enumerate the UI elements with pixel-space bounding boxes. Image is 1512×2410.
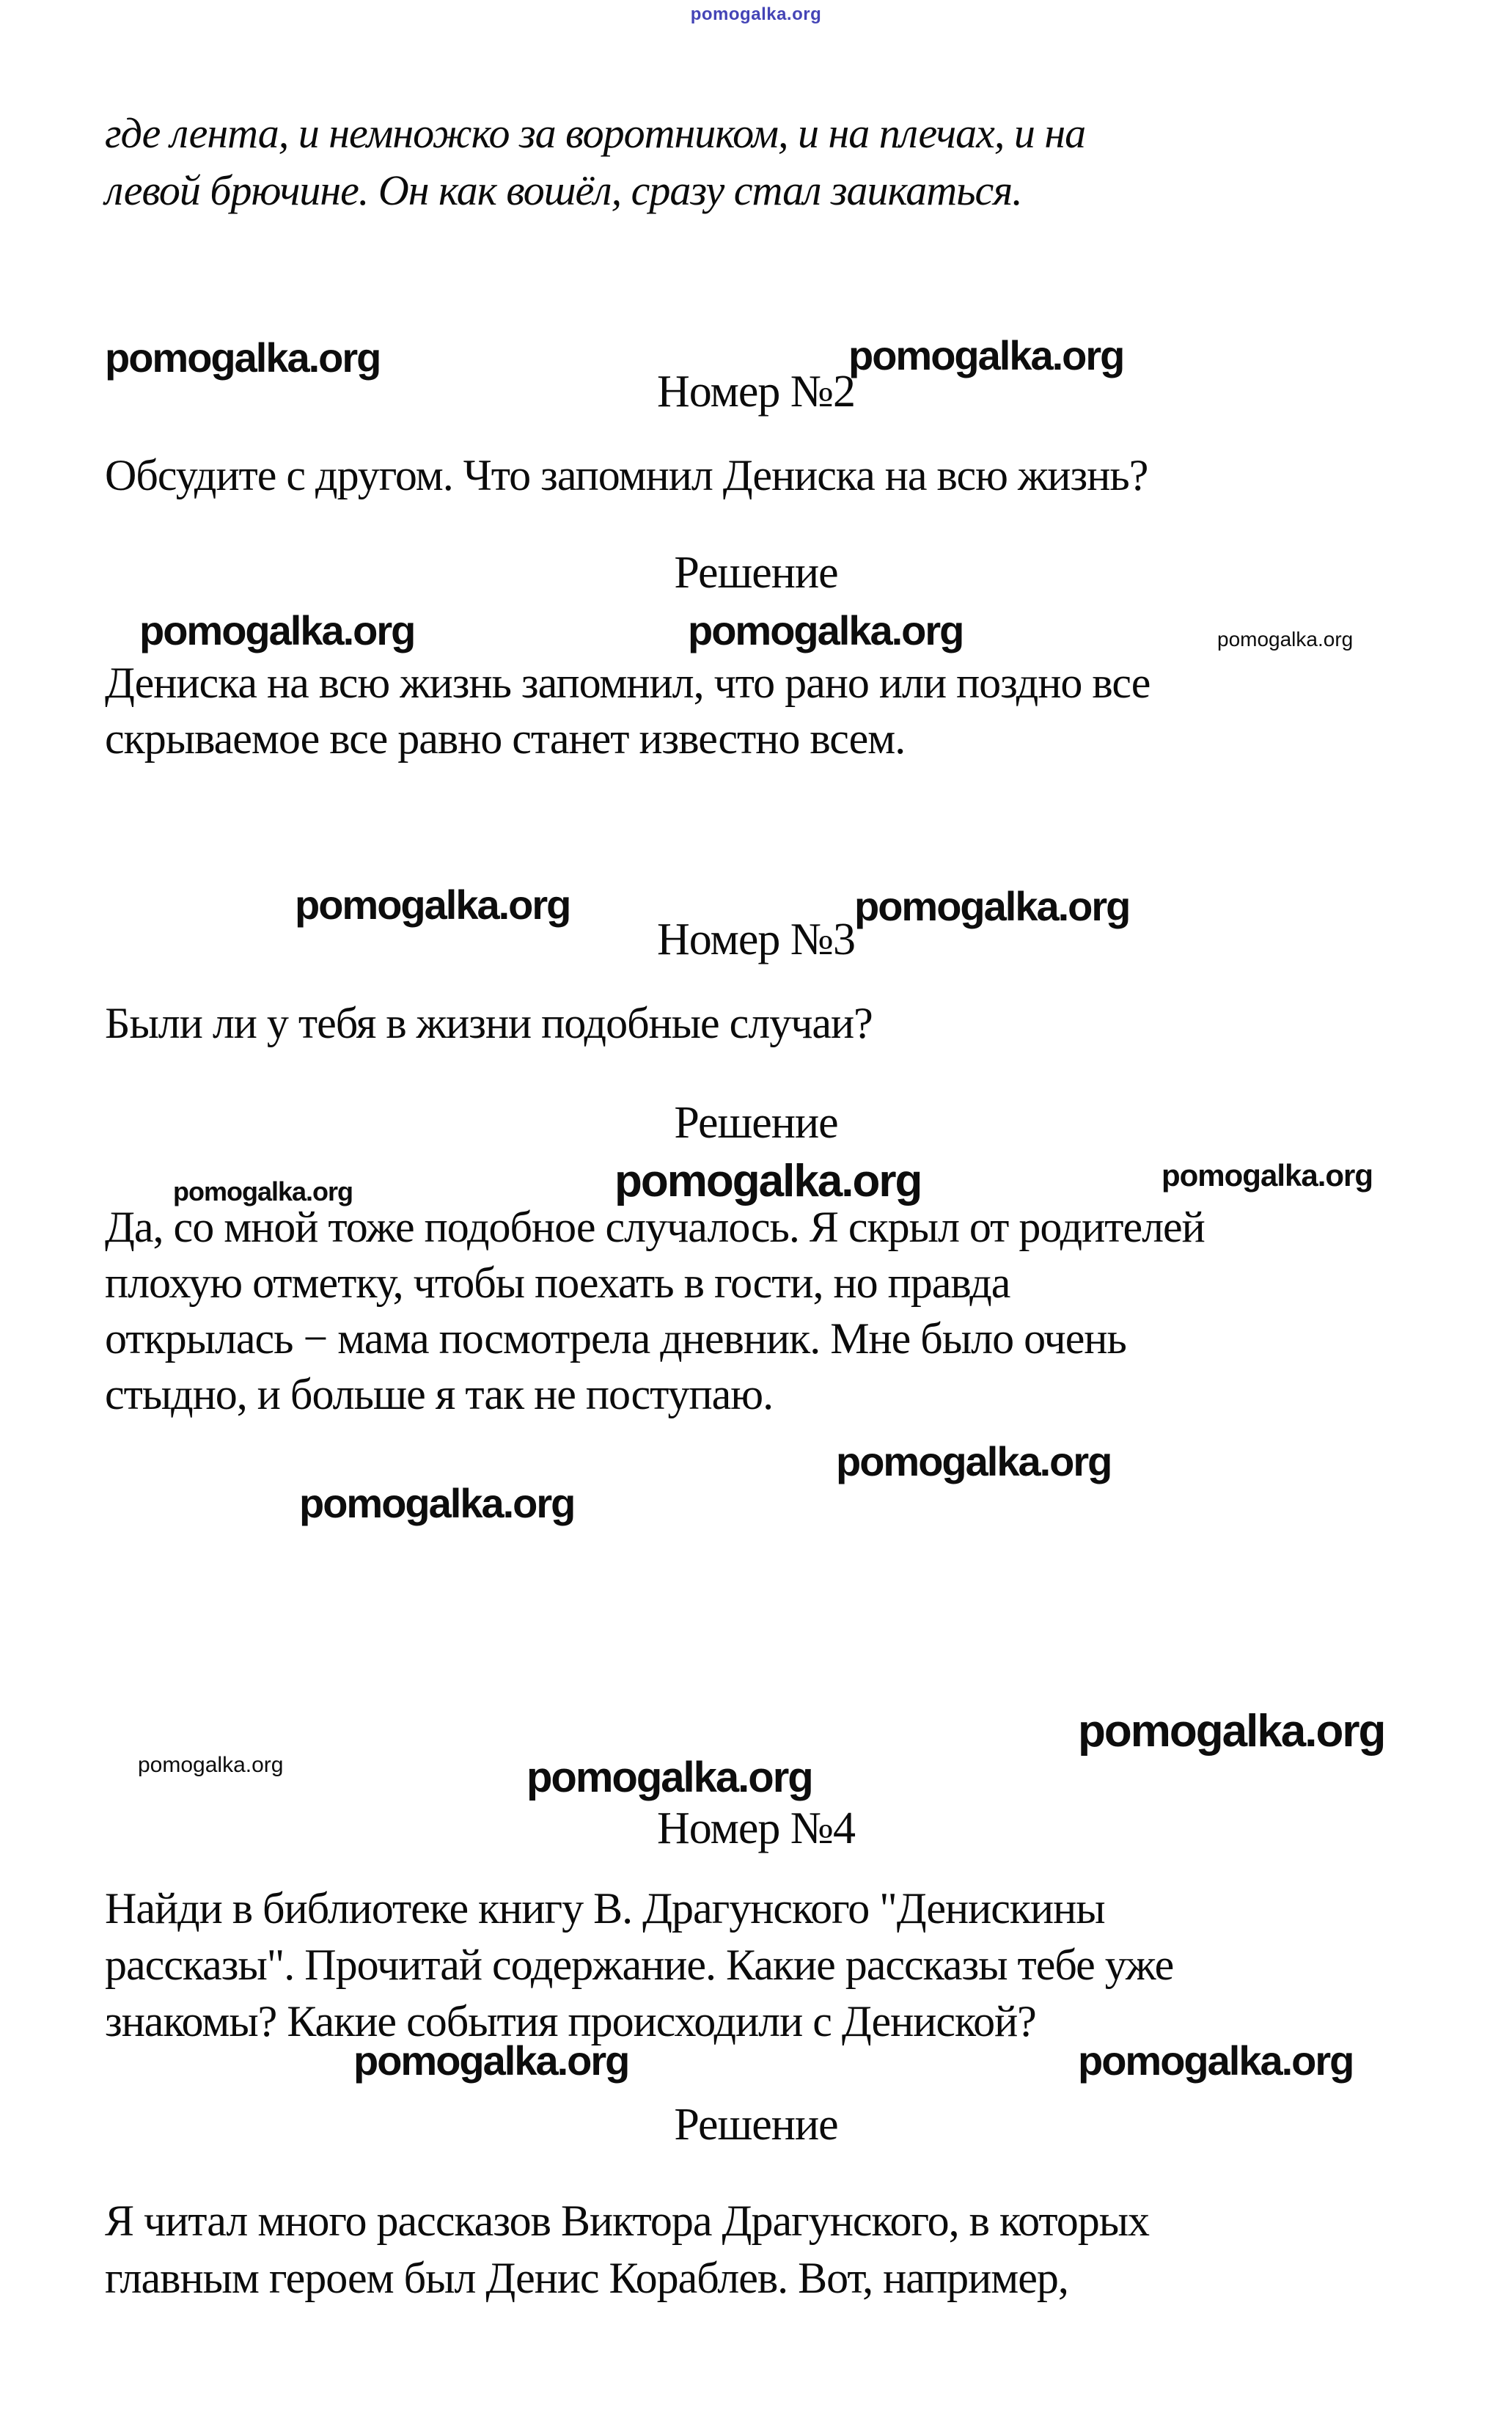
watermark-bold-2: pomogalka.org [848, 332, 1124, 378]
watermark-bold-9: pomogalka.org [299, 1480, 575, 1526]
watermark-bold-11: pomogalka.org [526, 1754, 812, 1801]
watermark-bold-13: pomogalka.org [1078, 2037, 1354, 2084]
watermark-top: pomogalka.org [690, 4, 822, 24]
question-q3: Были ли у тебя в жизни подобные случаи? [105, 999, 873, 1047]
answer-q2-line-2: скрываемое все равно станет известно всем. [105, 714, 906, 763]
intro-line-1: где лента, и немножко за воротником, и на плечах, и на [105, 109, 1086, 157]
answer-q3-line-2: плохую отметку, чтобы поехать в гости, но правда [105, 1259, 1010, 1307]
question-q4-line-3: знакомы? Какие события происходили с Дениской? [105, 1997, 1036, 2045]
watermark-medium-1: pomogalka.org [173, 1176, 353, 1206]
answer-q2-line-1: Дениска на всю жизнь запомнил, что рано или поздно все [105, 659, 1150, 707]
watermark-small-2: pomogalka.org [138, 1753, 284, 1777]
watermark-bold-6: pomogalka.org [854, 883, 1130, 929]
task-heading-q3: Номер №3 [656, 915, 855, 964]
answer-q4-line-1: Я читал много рассказов Виктора Драгунского, в которых [105, 2197, 1150, 2245]
answer-q3-line-1: Да, со мной тоже подобное случалось. Я скрыл от родителей [105, 1203, 1205, 1251]
watermark-bold-8: pomogalka.org [836, 1438, 1112, 1484]
answer-q3-line-4: стыдно, и больше я так не поступаю. [105, 1370, 774, 1418]
watermark-bold-7: pomogalka.org [614, 1156, 922, 1206]
question-q4-line-1: Найди в библиотеке книгу В. Драгунского "Денискины [105, 1884, 1105, 1933]
watermark-small-1: pomogalka.org [1217, 628, 1354, 651]
solution-heading-q4: Решение [674, 2100, 838, 2150]
watermark-bold-10: pomogalka.org [1078, 1706, 1385, 1757]
solution-heading-q3: Решение [674, 1098, 838, 1148]
watermark-medium-2: pomogalka.org [1161, 1158, 1373, 1193]
question-q4-line-2: рассказы". Прочитай содержание. Какие рассказы тебе уже [105, 1941, 1174, 1989]
watermark-bold-5: pomogalka.org [295, 882, 570, 928]
watermark-bold-3: pomogalka.org [139, 607, 415, 653]
watermark-bold-12: pomogalka.org [353, 2037, 629, 2084]
answer-q3-line-3: открылась − мама посмотрела дневник. Мне было очень [105, 1314, 1126, 1363]
answer-q4-line-2: главным героем был Денис Кораблев. Вот, например, [105, 2254, 1068, 2302]
task-heading-q4: Номер №4 [656, 1803, 855, 1853]
watermark-bold-4: pomogalka.org [688, 607, 964, 653]
question-q2: Обсудите с другом. Что запомнил Дениска на всю жизнь? [105, 451, 1148, 499]
watermark-bold-1: pomogalka.org [105, 334, 381, 381]
task-heading-q2: Номер №2 [656, 367, 855, 417]
intro-line-2: левой брючине. Он как вошёл, сразу стал заикаться. [105, 166, 1022, 214]
solution-heading-q2: Решение [674, 548, 838, 598]
